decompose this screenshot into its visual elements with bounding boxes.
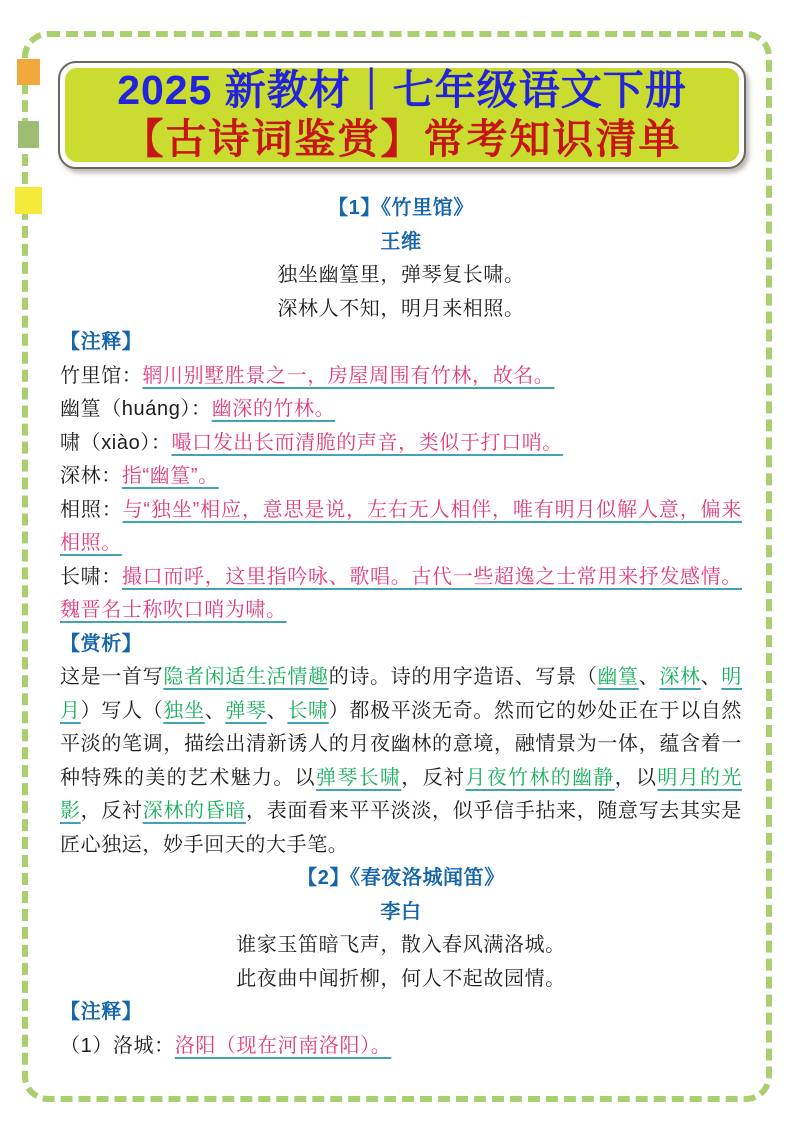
text-run: 的诗。诗的用字造语、写景（	[328, 666, 598, 688]
accent-square-orange	[17, 59, 40, 85]
keyword-highlight-run: 月夜竹林的幽静	[465, 766, 615, 789]
poem1-annotations-label: 【注释】	[60, 331, 143, 353]
definition-highlight-run: 与“独坐”相应，意思是说，左右无人相伴，唯有明月似解人意，偏来相照。	[60, 498, 742, 554]
keyword-highlight-run: 明月的光影	[60, 766, 742, 822]
annotation-youhuang	[60, 393, 742, 427]
poem1-verse-2: 深林人不知，明月来相照。	[277, 297, 525, 320]
definition-highlight-run: 洛阳（现在河南洛阳）。	[174, 1034, 392, 1057]
text-run: 幽篁（huáng）：	[60, 398, 212, 420]
keyword-highlight-run: 深林的昏暗	[142, 800, 247, 822]
keyword-highlight-run: 幽篁	[597, 666, 639, 688]
text-run: 、	[638, 666, 660, 688]
text-run: ，表面看来平平淡淡，似乎信手拈来，随意写去其实是匠心独运，妙手回天的大手笔。	[60, 800, 742, 856]
definition-highlight-run: 指“幽篁”。	[121, 465, 219, 487]
keyword-highlight-run: 明月	[60, 666, 742, 722]
text-run: ，反衬	[401, 766, 466, 789]
annotation-changxiao	[60, 561, 742, 628]
accent-square-green	[18, 121, 39, 148]
annotation-zhuliguan	[60, 360, 742, 394]
text-run: 长啸：	[60, 565, 123, 588]
poem1-appreciation-label: 【赏析】	[60, 632, 143, 655]
poem2-title: 【2】《春夜洛城闻笛》	[297, 867, 505, 889]
document-content	[60, 192, 742, 1063]
banner-title-line1: 2025 新教材｜七年级语文下册	[117, 67, 687, 113]
text-run: ，反衬	[80, 800, 143, 822]
poem1-title: 【1】《竹里馆》	[328, 197, 474, 219]
keyword-highlight-run: 隐者闲适生活情趣	[163, 666, 329, 688]
poem1-verse-1: 独坐幽篁里，弹琴复长啸。	[277, 264, 525, 286]
text-run: 竹里馆：	[60, 364, 143, 387]
poem1-author: 王维	[380, 230, 422, 253]
poem2-annotations-label: 【注释】	[60, 1001, 143, 1023]
keyword-highlight-run: 弹琴长啸	[316, 766, 402, 789]
text-run: 、	[266, 699, 288, 722]
accent-square-yellow	[15, 187, 42, 214]
keyword-highlight-run: 深林	[659, 666, 701, 688]
text-run: 相照：	[60, 498, 123, 521]
poem2-verse-1: 谁家玉笛暗飞声，散入春风满洛城。	[236, 934, 566, 956]
text-run: （1）洛城：	[60, 1034, 175, 1057]
keyword-highlight-run: 弹琴	[225, 699, 267, 722]
definition-highlight-run: 撮口而呼，这里指吟咏、歌唱。古代一些超逸之士常用来抒发感情。魏晋名士称吹口哨为啸。	[60, 565, 742, 621]
annotation-xiao	[60, 427, 742, 461]
text-run: 深林：	[60, 465, 122, 487]
text-run: 啸（xiào）：	[60, 431, 172, 454]
poem2-author: 李白	[380, 900, 422, 923]
banner-title-line2: 【古诗词鉴赏】常考知识清单	[122, 116, 682, 162]
text-run: ）写人（	[80, 699, 164, 722]
text-run: 这是一首写	[60, 666, 164, 688]
definition-highlight-run: 幽深的竹林。	[211, 398, 336, 420]
keyword-highlight-run: 长啸	[287, 699, 329, 722]
text-run: ，以	[614, 766, 658, 789]
definition-highlight-run: 辋川别墅胜景之一，房屋周围有竹林，故名。	[142, 364, 555, 387]
poem2-verse-2: 此夜曲中闻折柳，何人不起故园情。	[236, 967, 566, 990]
text-run: 、	[700, 666, 722, 688]
annotation-xiangzhao	[60, 494, 742, 561]
text-run: 、	[204, 699, 226, 722]
poem1-appreciation	[60, 661, 742, 862]
annotation-luocheng	[60, 1030, 742, 1064]
title-banner	[58, 61, 746, 169]
definition-highlight-run: 嘬口发出长而清脆的声音，类似于打口哨。	[171, 431, 563, 454]
keyword-highlight-run: 独坐	[163, 699, 205, 722]
text-run: ）都极平淡无奇。然而它的妙处正在于以自然平淡的笔调，描绘出清新诱人的月夜幽林的意境，融情景为一体，蕴含着一种特殊的美的艺术魅力。以	[60, 699, 742, 789]
annotation-shenlin	[60, 460, 742, 494]
title-banner-panel	[65, 68, 739, 162]
